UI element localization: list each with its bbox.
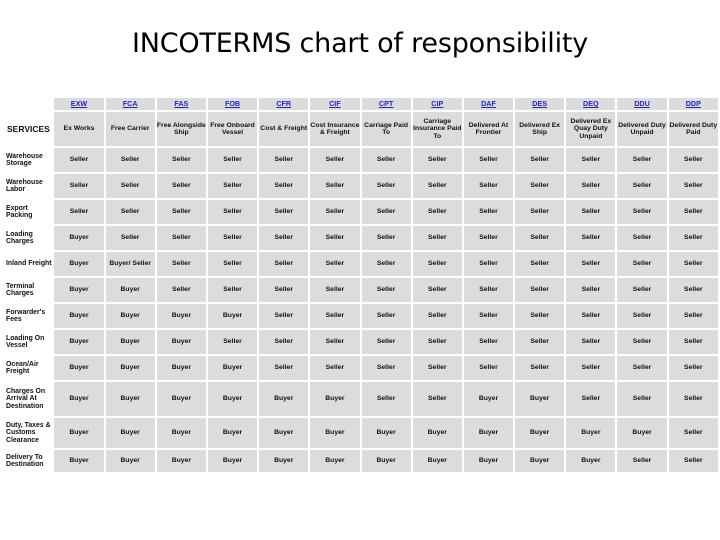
table-row (5, 450, 718, 472)
responsibility-cell: Seller (464, 200, 513, 224)
responsibility-cell: Seller (413, 278, 462, 302)
responsibility-cell: Seller (566, 382, 615, 416)
responsibility-cell: Seller (566, 226, 615, 250)
responsibility-cell: Seller (362, 148, 411, 172)
responsibility-cell: Seller (259, 356, 308, 380)
responsibility-cell: Seller (362, 356, 411, 380)
service-label: Charges On Arrival At Destination (5, 382, 52, 416)
table-row (5, 226, 718, 250)
term-name-cell: Cost & Freight (259, 112, 308, 146)
responsibility-cell: Buyer (54, 304, 103, 328)
table-row (5, 278, 718, 302)
responsibility-cell: Seller (515, 356, 564, 380)
code-header-cell (54, 98, 103, 110)
code-header-cell (259, 98, 308, 110)
responsibility-cell: Buyer (157, 382, 206, 416)
responsibility-cell: Seller (617, 226, 666, 250)
responsibility-cell: Buyer (54, 418, 103, 448)
table-row (5, 356, 718, 380)
service-label: Inland Freight (5, 252, 52, 276)
responsibility-cell: Seller (515, 174, 564, 198)
incoterms-chart (3, 96, 720, 474)
responsibility-cell: Buyer (566, 418, 615, 448)
term-name-cell: Free Alongside Ship (157, 112, 206, 146)
responsibility-cell: Buyer (54, 356, 103, 380)
responsibility-cell: Seller (515, 226, 564, 250)
responsibility-cell: Buyer (208, 450, 257, 472)
responsibility-cell: Seller (413, 330, 462, 354)
responsibility-cell: Seller (54, 174, 103, 198)
empty-corner-cell (5, 98, 52, 110)
responsibility-cell: Seller (208, 174, 257, 198)
responsibility-cell: Buyer (54, 252, 103, 276)
responsibility-cell: Seller (310, 278, 359, 302)
term-name-cell: Free Carrier (106, 112, 155, 146)
responsibility-cell: Seller (464, 174, 513, 198)
responsibility-cell: Seller (566, 174, 615, 198)
responsibility-cell: Seller (259, 304, 308, 328)
responsibility-cell: Seller (54, 200, 103, 224)
service-label: Loading Charges (5, 226, 52, 250)
responsibility-cell: Seller (669, 200, 718, 224)
responsibility-cell: Buyer (208, 356, 257, 380)
responsibility-cell: Seller (617, 252, 666, 276)
responsibility-cell: Seller (617, 450, 666, 472)
responsibility-cell: Seller (515, 304, 564, 328)
service-label: Warehouse Labor (5, 174, 52, 198)
incoterm-code-link-cif[interactable]: CIF (329, 99, 341, 109)
responsibility-cell: Seller (310, 356, 359, 380)
incoterms-table (3, 96, 720, 474)
responsibility-cell: Seller (515, 330, 564, 354)
responsibility-cell: Seller (566, 330, 615, 354)
responsibility-cell: Seller (259, 200, 308, 224)
responsibility-cell: Seller (464, 252, 513, 276)
responsibility-cell: Seller (259, 148, 308, 172)
term-name-cell: Carriage Insurance Paid To (413, 112, 462, 146)
service-label: Forwarder's Fees (5, 304, 52, 328)
responsibility-cell: Seller (464, 278, 513, 302)
responsibility-cell: Seller (259, 174, 308, 198)
incoterm-code-link-exw[interactable]: EXW (70, 99, 88, 109)
responsibility-cell: Seller (259, 278, 308, 302)
responsibility-cell: Seller (413, 304, 462, 328)
service-label: Duty, Taxes & Customs Clearance (5, 418, 52, 448)
responsibility-cell: Buyer (515, 418, 564, 448)
responsibility-cell: Buyer (106, 304, 155, 328)
term-name-cell: Delivered Duty Unpaid (617, 112, 666, 146)
responsibility-cell: Buyer (515, 382, 564, 416)
responsibility-cell: Seller (617, 200, 666, 224)
responsibility-cell: Buyer (310, 450, 359, 472)
responsibility-cell: Seller (310, 330, 359, 354)
responsibility-cell: Seller (515, 148, 564, 172)
responsibility-cell: Seller (669, 356, 718, 380)
responsibility-cell: Buyer (208, 382, 257, 416)
service-label: Loading On Vessel (5, 330, 52, 354)
responsibility-cell: Seller (362, 226, 411, 250)
responsibility-cell: Seller (208, 252, 257, 276)
responsibility-cell: Seller (157, 278, 206, 302)
responsibility-cell: Seller (310, 148, 359, 172)
incoterm-code-link-fca[interactable]: FCA (122, 99, 138, 109)
responsibility-cell: Seller (413, 148, 462, 172)
responsibility-cell: Buyer (106, 382, 155, 416)
responsibility-cell: Seller (566, 148, 615, 172)
incoterm-code-link-fas[interactable]: FAS (174, 99, 189, 109)
responsibility-cell: Seller (310, 252, 359, 276)
responsibility-cell: Seller (669, 450, 718, 472)
responsibility-cell: Seller (669, 174, 718, 198)
code-header-row (5, 98, 718, 110)
responsibility-cell: Seller (208, 148, 257, 172)
responsibility-cell: Seller (157, 252, 206, 276)
term-name-row (5, 112, 718, 146)
incoterm-code-link-ddu[interactable]: DDU (634, 99, 650, 109)
services-header: SERVICES (5, 112, 52, 146)
code-header-cell (515, 98, 564, 110)
responsibility-cell: Buyer (515, 450, 564, 472)
responsibility-cell: Seller (362, 278, 411, 302)
incoterm-code-link-ddp[interactable]: DDP (685, 99, 701, 109)
responsibility-cell: Seller (669, 330, 718, 354)
responsibility-cell: Buyer (54, 450, 103, 472)
responsibility-cell: Seller (566, 356, 615, 380)
term-name-cell: Delivered Ex Ship (515, 112, 564, 146)
responsibility-cell: Buyer (617, 418, 666, 448)
responsibility-cell: Seller (617, 382, 666, 416)
incoterm-code-link-cpt[interactable]: CPT (378, 99, 394, 109)
responsibility-cell: Seller (362, 200, 411, 224)
responsibility-cell: Seller (669, 252, 718, 276)
responsibility-cell: Buyer (310, 418, 359, 448)
responsibility-cell: Buyer (566, 450, 615, 472)
responsibility-cell: Seller (566, 278, 615, 302)
term-name-cell: Delivered Ex Quay Duty Unpaid (566, 112, 615, 146)
responsibility-cell: Seller (362, 174, 411, 198)
responsibility-cell: Seller (310, 226, 359, 250)
responsibility-cell: Seller (362, 382, 411, 416)
responsibility-cell: Seller (617, 330, 666, 354)
responsibility-cell: Buyer (54, 226, 103, 250)
term-name-cell: Free Onboard Vessel (208, 112, 257, 146)
responsibility-cell: Seller (617, 278, 666, 302)
service-label: Warehouse Storage (5, 148, 52, 172)
responsibility-cell: Seller (157, 174, 206, 198)
responsibility-cell: Seller (669, 226, 718, 250)
responsibility-cell: Buyer (157, 304, 206, 328)
code-header-cell (362, 98, 411, 110)
responsibility-cell: Seller (157, 226, 206, 250)
responsibility-cell: Seller (464, 356, 513, 380)
term-name-cell: Carriage Paid To (362, 112, 411, 146)
responsibility-cell: Seller (208, 200, 257, 224)
responsibility-cell: Buyer (157, 450, 206, 472)
responsibility-cell: Buyer (106, 450, 155, 472)
responsibility-cell: Seller (515, 278, 564, 302)
term-name-cell: Delivered At Frontier (464, 112, 513, 146)
responsibility-cell: Buyer (157, 330, 206, 354)
responsibility-cell: Seller (669, 304, 718, 328)
responsibility-cell: Buyer (208, 418, 257, 448)
term-name-cell: Ex Works (54, 112, 103, 146)
incoterm-code-link-fob[interactable]: FOB (224, 99, 241, 109)
responsibility-cell: Seller (617, 356, 666, 380)
responsibility-cell: Seller (413, 226, 462, 250)
responsibility-cell: Seller (208, 278, 257, 302)
code-header-cell (106, 98, 155, 110)
table-row (5, 174, 718, 198)
responsibility-cell: Buyer (157, 418, 206, 448)
responsibility-cell: Seller (413, 252, 462, 276)
responsibility-cell: Buyer (413, 450, 462, 472)
responsibility-cell: Seller (208, 330, 257, 354)
responsibility-cell: Seller (259, 226, 308, 250)
responsibility-cell: Seller (106, 148, 155, 172)
responsibility-cell: Buyer (464, 450, 513, 472)
code-header-cell (413, 98, 462, 110)
responsibility-cell: Buyer (259, 382, 308, 416)
responsibility-cell: Buyer (106, 330, 155, 354)
responsibility-cell: Seller (106, 226, 155, 250)
table-row (5, 382, 718, 416)
responsibility-cell: Seller (617, 174, 666, 198)
responsibility-cell: Seller (106, 200, 155, 224)
responsibility-cell: Buyer (106, 278, 155, 302)
responsibility-cell: Buyer/ Seller (106, 252, 155, 276)
responsibility-cell: Seller (413, 356, 462, 380)
code-header-cell (669, 98, 718, 110)
responsibility-cell: Buyer (106, 418, 155, 448)
table-row (5, 200, 718, 224)
responsibility-cell: Seller (413, 382, 462, 416)
responsibility-cell: Seller (515, 252, 564, 276)
responsibility-cell: Seller (566, 304, 615, 328)
responsibility-cell: Seller (310, 304, 359, 328)
service-label: Delivery To Destination (5, 450, 52, 472)
table-row (5, 148, 718, 172)
responsibility-cell: Seller (669, 278, 718, 302)
responsibility-cell: Buyer (464, 382, 513, 416)
responsibility-cell: Seller (259, 330, 308, 354)
incoterm-code-link-cip[interactable]: CIP (431, 99, 444, 109)
responsibility-cell: Seller (310, 200, 359, 224)
service-label: Terminal Charges (5, 278, 52, 302)
code-header-cell (208, 98, 257, 110)
responsibility-cell: Seller (566, 200, 615, 224)
responsibility-cell: Buyer (259, 450, 308, 472)
responsibility-cell: Seller (362, 304, 411, 328)
responsibility-cell: Buyer (208, 304, 257, 328)
responsibility-cell: Buyer (259, 418, 308, 448)
responsibility-cell: Buyer (464, 418, 513, 448)
responsibility-cell: Buyer (54, 278, 103, 302)
responsibility-cell: Seller (464, 304, 513, 328)
responsibility-cell: Seller (157, 200, 206, 224)
responsibility-cell: Seller (566, 252, 615, 276)
service-label: Export Packing (5, 200, 52, 224)
responsibility-cell: Seller (464, 148, 513, 172)
responsibility-cell: Buyer (54, 382, 103, 416)
responsibility-cell: Seller (259, 252, 308, 276)
code-header-cell (157, 98, 206, 110)
responsibility-cell: Seller (362, 330, 411, 354)
responsibility-cell: Seller (617, 304, 666, 328)
table-row (5, 418, 718, 448)
term-name-cell: Cost Insurance & Freight (310, 112, 359, 146)
responsibility-cell: Buyer (106, 356, 155, 380)
responsibility-cell: Seller (208, 226, 257, 250)
code-header-cell (566, 98, 615, 110)
responsibility-cell: Buyer (362, 418, 411, 448)
responsibility-cell: Buyer (310, 382, 359, 416)
responsibility-cell: Buyer (54, 330, 103, 354)
responsibility-cell: Seller (106, 174, 155, 198)
responsibility-cell: Buyer (157, 356, 206, 380)
code-header-cell (310, 98, 359, 110)
table-row (5, 304, 718, 328)
code-header-cell (464, 98, 513, 110)
responsibility-cell: Buyer (362, 450, 411, 472)
page-title: INCOTERMS chart of responsibility (131, 28, 589, 59)
responsibility-cell: Seller (464, 330, 513, 354)
incoterm-code-link-deq[interactable]: DEQ (583, 99, 599, 109)
responsibility-cell: Buyer (413, 418, 462, 448)
incoterm-code-link-cfr[interactable]: CFR (276, 99, 292, 109)
responsibility-cell: Seller (464, 226, 513, 250)
responsibility-cell: Seller (157, 148, 206, 172)
responsibility-cell: Seller (669, 418, 718, 448)
responsibility-cell: Seller (617, 148, 666, 172)
responsibility-cell: Seller (669, 148, 718, 172)
code-header-cell (617, 98, 666, 110)
term-name-cell: Delivered Duty Paid (669, 112, 718, 146)
incoterm-code-link-des[interactable]: DES (532, 99, 548, 109)
responsibility-cell: Seller (54, 148, 103, 172)
responsibility-cell: Seller (413, 174, 462, 198)
responsibility-cell: Seller (515, 200, 564, 224)
responsibility-cell: Seller (669, 382, 718, 416)
responsibility-cell: Seller (413, 200, 462, 224)
incoterm-code-link-daf[interactable]: DAF (481, 99, 496, 109)
responsibility-cell: Seller (310, 174, 359, 198)
table-row (5, 252, 718, 276)
table-row (5, 330, 718, 354)
responsibility-cell: Seller (362, 252, 411, 276)
service-label: Ocean/Air Freight (5, 356, 52, 380)
